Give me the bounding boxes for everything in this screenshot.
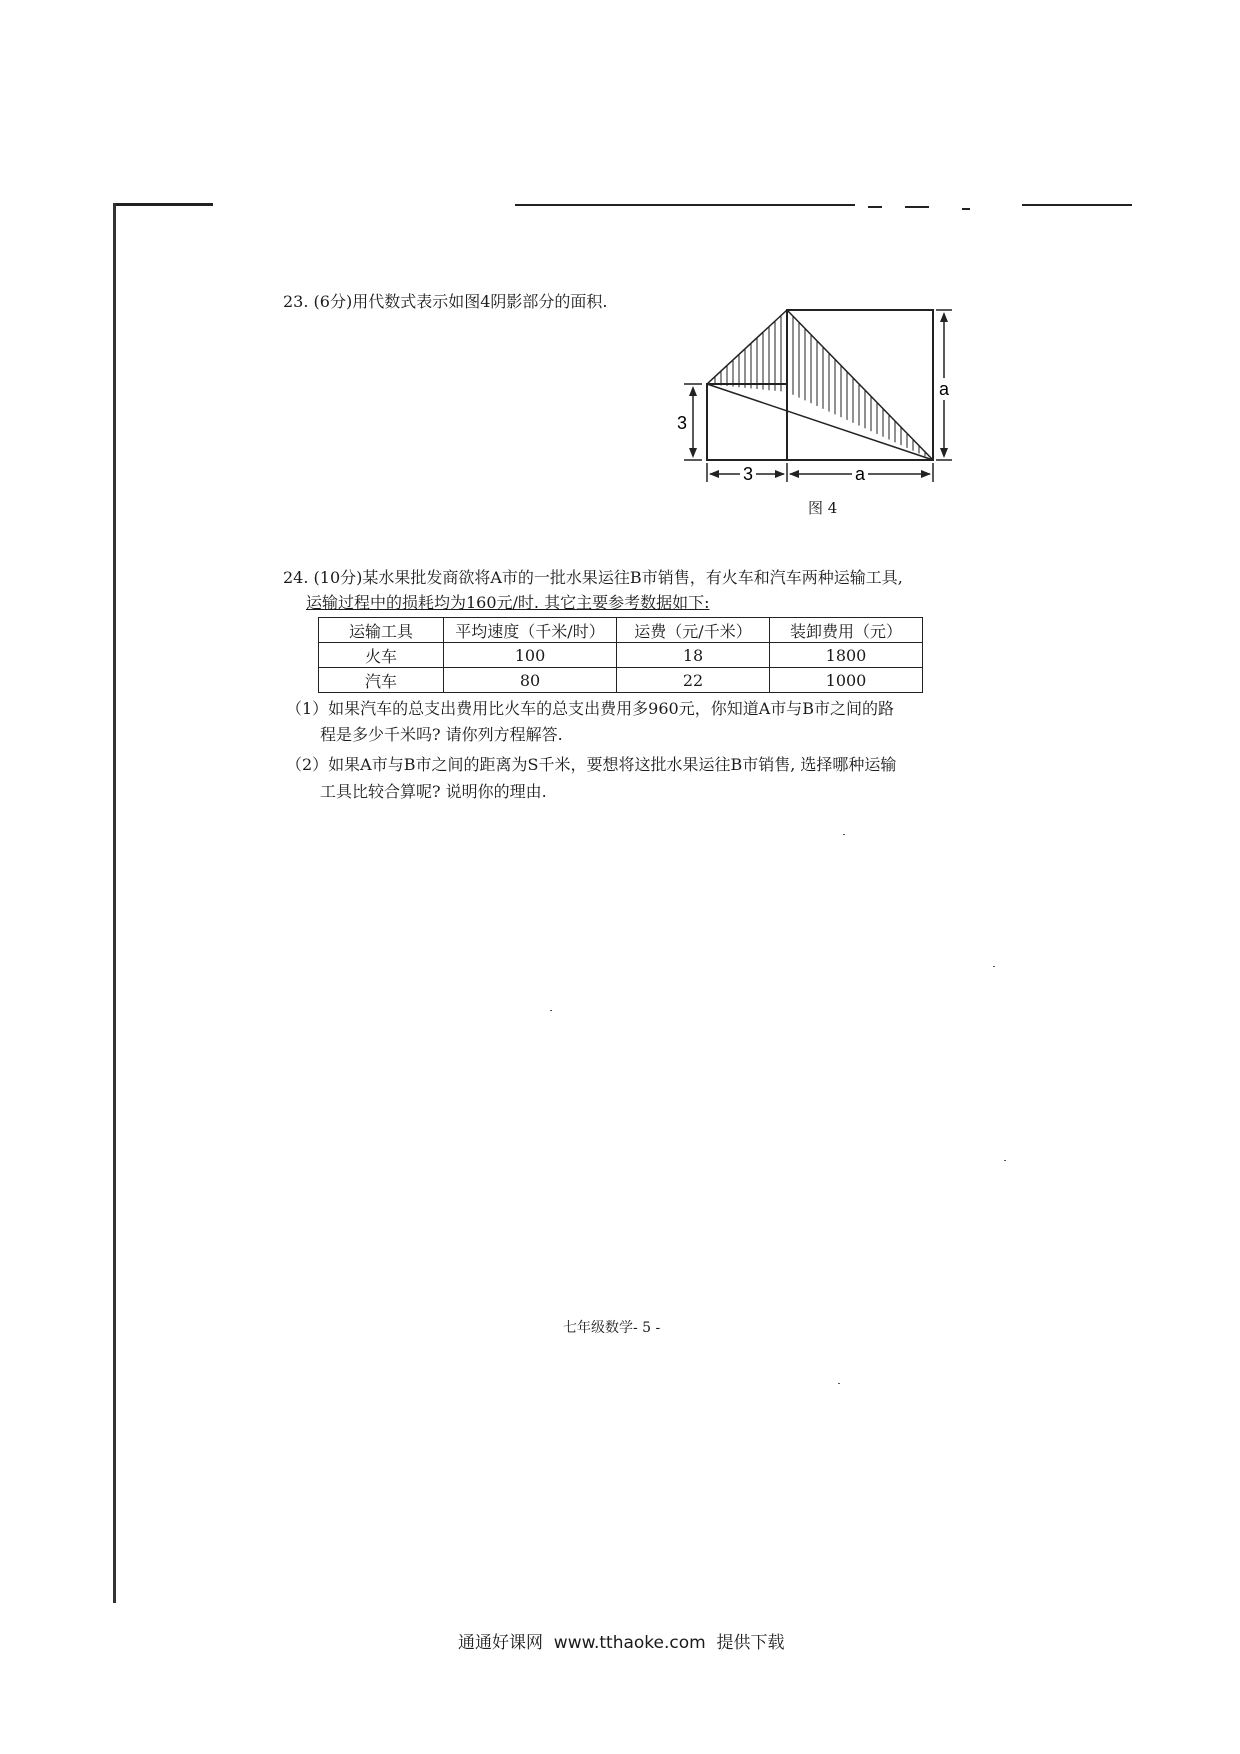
label-bottom-3: 3 — [742, 464, 754, 484]
table-cell: 1000 — [770, 668, 923, 693]
scan-speck — [838, 1383, 840, 1384]
download-credit: 通通好课网 www.tthaoke.com 提供下载 — [458, 1633, 785, 1653]
small-square — [707, 384, 787, 460]
table-cell: 汽车 — [319, 668, 444, 693]
label-bottom-a: a — [854, 464, 866, 484]
label-left-3: 3 — [676, 413, 688, 433]
top-rule-dash-3 — [962, 208, 970, 210]
scan-speck — [1004, 1160, 1006, 1161]
table-row — [319, 668, 923, 693]
scan-speck — [550, 1010, 552, 1011]
top-rule-dash-2 — [905, 206, 929, 208]
question-24-line-1: 24. (10分)某水果批发商欲将A市的一批水果运往B市销售，有火车和汽车两种运输工具, — [283, 568, 903, 587]
question-24-line-2: 运输过程中的损耗均为160元/时. 其它主要参考数据如下: — [306, 593, 710, 612]
table-cell: 火车 — [319, 643, 444, 668]
table-header-row — [319, 618, 923, 643]
top-rule-dash-1 — [868, 206, 882, 208]
scan-speck — [993, 966, 995, 967]
label-right-a: a — [938, 379, 950, 399]
table-header-cell: 装卸费用（元） — [770, 618, 923, 643]
table-header-cell: 平均速度（千米/时） — [444, 618, 617, 643]
figure-4-caption: 图 4 — [808, 499, 838, 517]
shaded-region-left — [707, 310, 787, 392]
figure-4-diagram — [678, 300, 968, 490]
table-cell: 1800 — [770, 643, 923, 668]
top-rule-middle — [515, 204, 855, 206]
sub-question-2-line-1: （2）如果A市与B市之间的距离为S千米，要想将这批水果运往B市销售, 选择哪种运输 — [286, 755, 897, 774]
top-rule-right — [1022, 204, 1132, 206]
table-header-cell: 运费（元/千米） — [617, 618, 770, 643]
top-rule-left — [113, 203, 213, 206]
table-cell: 18 — [617, 643, 770, 668]
transport-data-table — [318, 617, 923, 693]
table-cell: 100 — [444, 643, 617, 668]
question-23-text: 23. (6分)用代数式表示如图4阴影部分的面积. — [283, 292, 608, 311]
sub-question-1-line-2: 程是多少千米吗? 请你列方程解答. — [320, 725, 563, 744]
table-row — [319, 643, 923, 668]
scan-speck — [843, 834, 845, 835]
page-number-label: 七年级数学- 5 - — [563, 1320, 661, 1336]
sub-question-1-line-1: （1）如果汽车的总支出费用比火车的总支出费用多960元，你知道A市与B市之间的路 — [286, 699, 895, 718]
sub-question-2-line-2: 工具比较合算呢? 说明你的理由. — [320, 782, 547, 801]
table-cell: 22 — [617, 668, 770, 693]
table-header-cell: 运输工具 — [319, 618, 444, 643]
left-margin-line — [113, 203, 116, 1603]
table-cell: 80 — [444, 668, 617, 693]
